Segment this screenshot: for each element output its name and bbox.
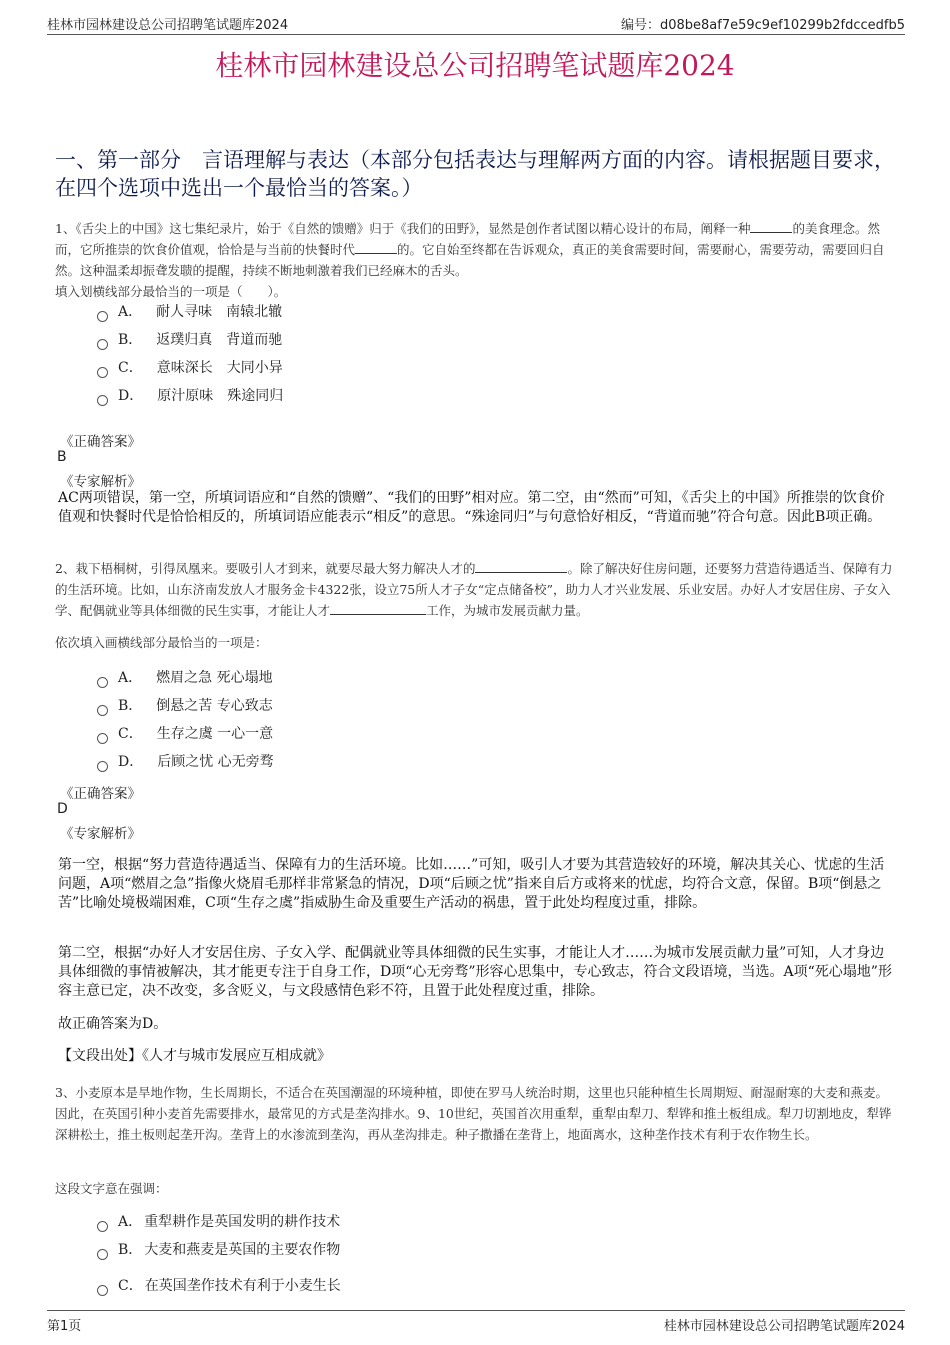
radio-icon[interactable] [97,395,108,406]
q3-option-c[interactable]: C． 在英国垄作技术有利于小麦生长 [97,1272,341,1300]
q1-option-c[interactable]: C． 意味深长 大同小异 [97,354,283,382]
q1-blank-2 [355,241,397,254]
q2-option-c[interactable]: C． 生存之虞 一心一意 [97,720,274,748]
q1-answer-label: 《正确答案》 [60,434,141,450]
question-1-text [55,218,895,302]
q2-options [97,664,274,776]
q3-option-b[interactable]: B． 大麦和燕麦是英国的主要农作物 [97,1236,341,1264]
q1-options [97,298,283,410]
q2-part2: 。除了解决好住房问题，还要努力营造待遇适当、保障有力的生活环境。比如，山东济南发放人才服务金卡4322张，设立75所人才子女“定点储备校”，助力人才兴业发展、乐业安居。办好人才安居住房、子女入学、配偶就业等具体细微的民生实事，才能让人才 [55,561,893,618]
radio-icon[interactable] [97,705,108,716]
q1-blank-1 [750,220,792,233]
q1-part2: 的美食理念。然而，它所推崇的饮食价值观，恰恰是与当前的快餐时代 [55,221,880,257]
radio-icon[interactable] [97,1285,108,1296]
q1-option-b[interactable]: B． 返璞归真 背道而驰 [97,326,283,354]
radio-icon[interactable] [97,677,108,688]
question-3-text: 3、小麦原本是旱地作物，生长周期长，不适合在英国潮湿的环境种植，即使在罗马人统治时期，这里也只能种植生长周期短、耐湿耐寒的大麦和燕麦。因此，在英国引种小麦首先需要排水，最常见的方式是垄沟排水。9、10世纪，英国首次用重犁，重犁由犁刀、犁铧和推土板组成。犁刀切割地皮，犁铧深耕松土，推土板则起垄开沟。垄背上的水渗流到垄沟，再从垄沟排走。种子撒播在垄背上，地面离水，这种垄作技术有利于农作物生长。 [55,1085,892,1142]
q2-blank-2 [330,602,426,615]
q1-answer: B [57,449,67,465]
q1-analysis: AC两项错误，第一空，所填词语应和“自然的馈赠”、“我们的田野”相对应。第二空，由“然而”可知，《舌尖上的中国》所推崇的饮食价值观和快餐时代是恰恰相反的，所填词语应能表示“相反”的意思。“殊途同归”与句意恰好相反，“背道而驰”符合句意。因此B项正确。 [58,490,885,525]
q2-analysis-1: 第一空，根据“努力营造待遇适当、保障有力的生活环境。比如……”可知，吸引人才要为其营造较好的环境，解决其关心、忧虑的生活问题，A项“燃眉之急”指像火烧眉毛那样非常紧急的情况，D项“后顾之忧”指来自后方或将来的忧虑，均符合文意，保留。B项“倒悬之苦”比喻处境极端困难，C项“生存之虞”指威胁生命及重要生产活动的祸患，置于此处均程度过重，排除。 [58,857,885,911]
radio-icon[interactable] [97,367,108,378]
page-title: 桂林市园林建设总公司招聘笔试题库2024 [215,49,735,82]
radio-icon[interactable] [97,339,108,350]
q3-options [97,1208,341,1300]
q3-option-a[interactable]: A． 重犁耕作是英国发明的耕作技术 [97,1208,341,1236]
q2-analysis-label: 《专家解析》 [60,826,141,842]
q2-option-b[interactable]: B． 倒悬之苦 专心致志 [97,692,274,720]
q2-option-d[interactable]: D． 后顾之忧 心无旁骛 [97,748,274,776]
header-doc-id: 编号：d08be8af7e59c9ef10299b2fdccedfb5 [620,18,905,33]
q2-blank-1 [475,560,567,573]
q3-instruction: 这段文字意在强调： [55,1181,168,1196]
q2-conclusion: 故正确答案为D。 [58,1016,168,1032]
q1-option-d[interactable]: D． 原汁原味 殊途同归 [97,382,283,410]
q2-source: 【文段出处】《人才与城市发展应互相成就》 [58,1048,331,1064]
q2-answer: D [57,801,68,817]
q2-part3: 工作，为城市发展贡献力量。 [426,603,589,618]
radio-icon[interactable] [97,311,108,322]
header-doc-title: 桂林市园林建设总公司招聘笔试题库2024 [47,18,289,33]
radio-icon[interactable] [97,1249,108,1260]
radio-icon[interactable] [97,733,108,744]
radio-icon[interactable] [97,1221,108,1232]
footer-page-number: 第1页 [47,1319,82,1334]
q2-answer-label: 《正确答案》 [60,786,141,802]
q1-instruction: 填入划横线部分最恰当的一项是（ ）。 [55,284,287,299]
q1-part3: 的。它自始至终都在告诉观众，真正的美食需要时间，需要耐心，需要劳动，需要回归自然。这种温柔却振聋发聩的提醒，持续不断地刺激着我们已经麻木的舌头。 [55,242,885,278]
q2-analysis-2: 第二空，根据“办好人才安居住房、子女入学、配偶就业等具体细微的民生实事，才能让人才……为城市发展贡献力量”可知，人才身边具体细微的事情被解决，其才能更专注于自身工作，D项“心无旁骛”形容心思集中，专心致志，符合文段语境，当选。A项“死心塌地”形容主意已定，决不改变，多含贬义，与文段感情色彩不符，且置于此处程度过重，排除。 [58,945,892,999]
question-2-text [55,558,895,621]
q1-analysis-label: 《专家解析》 [60,474,141,490]
q1-part1: 1、《舌尖上的中国》这七集纪录片，始于《自然的馈赠》归于《我们的田野》，显然是创作者试图以精心设计的布局，阐释一种 [55,221,751,236]
q2-option-a[interactable]: A． 燃眉之急 死心塌地 [97,664,274,692]
radio-icon[interactable] [97,761,108,772]
page-footer [47,1310,905,1334]
q1-option-a[interactable]: A． 耐人寻味 南辕北辙 [97,298,283,326]
page-header [47,14,905,35]
q2-part1: 2、栽下梧桐树，引得凤凰来。要吸引人才到来，就要尽最大努力解决人才的 [55,561,476,576]
section-heading: 一、第一部分 言语理解与表达（本部分包括表达与理解两方面的内容。请根据题目要求，在四个选项中选出一个最恰当的答案。） [55,148,895,200]
footer-doc-title: 桂林市园林建设总公司招聘笔试题库2024 [663,1319,905,1334]
q2-instruction: 依次填入画横线部分最恰当的一项是： [55,635,268,650]
